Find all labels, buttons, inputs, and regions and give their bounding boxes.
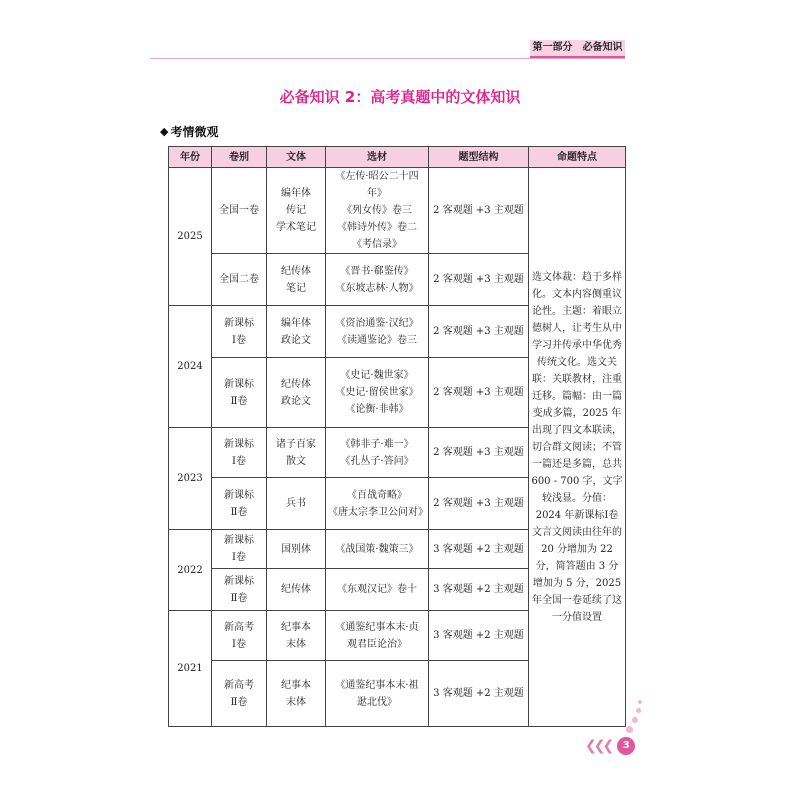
- source-cell: 《通鉴纪事本末·贞 观君臣论治》: [326, 611, 429, 661]
- source-cell: 《东观汉记》卷十: [326, 569, 429, 611]
- genre-cell: 诸子百家 散文: [267, 428, 326, 478]
- paper-cell: 新课标 Ⅰ卷: [212, 306, 267, 358]
- paper-cell: 全国二卷: [212, 254, 267, 306]
- paper-cell: 新课标 Ⅱ卷: [212, 358, 267, 428]
- col-header-genre: 文体: [267, 147, 326, 168]
- structure-cell: 2 客观题 +3 主观题: [429, 428, 529, 478]
- source-cell: 《战国策·魏策三》: [326, 530, 429, 569]
- structure-cell: 2 客观题 +3 主观题: [429, 254, 529, 306]
- col-header-structure: 题型结构: [429, 147, 529, 168]
- structure-cell: 3 客观题 +2 主观题: [429, 661, 529, 727]
- exam-table: [168, 146, 626, 727]
- chevrons-left-icon: ❮❮❮: [585, 738, 612, 754]
- features-cell: 选文体裁：趋于多样化。文本内容侧重议论性。主题：着眼立德树人，让考生从中学习并传承中华优秀传统文化。选文关联：关联教材，注重迁移。篇幅：由一篇变成多篇，2025 年出现了四文本联读，切合群文阅读；不管一篇还是多篇，总共 600 - 700 字，文字较浅显。分值：2024 年新课标Ⅰ卷文言文阅读由往年的 20 分增加为 22 分，简答题由 3 分增加为 5 分，2025 年全国一卷延续了这一分值设置: [529, 168, 626, 727]
- genre-cell: 纪传体 笔记: [267, 254, 326, 306]
- structure-cell: 2 客观题 +3 主观题: [429, 478, 529, 530]
- paper-cell: 全国一卷: [212, 168, 267, 254]
- paper-cell: 新高考 Ⅰ卷: [212, 611, 267, 661]
- source-cell: 《左传·昭公二十四年》 《列女传》卷三 《韩诗外传》卷二 《考信录》: [326, 168, 429, 254]
- source-cell: 《资治通鉴·汉纪》 《读通鉴论》卷三: [326, 306, 429, 358]
- source-cell: 《通鉴纪事本末·祖 逖北伐》: [326, 661, 429, 727]
- section-header-tag: 第一部分 必备知识: [530, 40, 625, 58]
- col-header-source: 选材: [326, 147, 429, 168]
- year-cell: 2023: [169, 428, 212, 530]
- genre-cell: 纪事本 末体: [267, 661, 326, 727]
- decorative-dots-icon: [612, 700, 642, 740]
- year-cell: 2022: [169, 530, 212, 611]
- source-cell: 《晋书·郗鉴传》 《东坡志林·人物》: [326, 254, 429, 306]
- col-header-paper: 卷别: [212, 147, 267, 168]
- source-cell: 《韩非子·难一》 《孔丛子·答问》: [326, 428, 429, 478]
- structure-cell: 2 客观题 +3 主观题: [429, 306, 529, 358]
- paper-cell: 新课标 Ⅱ卷: [212, 569, 267, 611]
- page-title: 必备知识 2：高考真题中的文体知识: [279, 88, 521, 106]
- col-header-year: 年份: [169, 147, 212, 168]
- paper-cell: 新课标 Ⅰ卷: [212, 530, 267, 569]
- structure-cell: 2 客观题 +3 主观题: [429, 168, 529, 254]
- paper-cell: 新高考 Ⅱ卷: [212, 661, 267, 727]
- structure-cell: 2 客观题 +3 主观题: [429, 358, 529, 428]
- genre-cell: 纪传体: [267, 569, 326, 611]
- paper-cell: 新课标 Ⅰ卷: [212, 428, 267, 478]
- table-header-row: [169, 147, 626, 168]
- year-cell: 2021: [169, 611, 212, 727]
- section-heading-text: 考情微观: [170, 125, 219, 139]
- paper-cell: 新课标 Ⅱ卷: [212, 478, 267, 530]
- page-footer: [585, 737, 635, 755]
- structure-cell: 3 客观题 +2 主观题: [429, 530, 529, 569]
- col-header-features: 命题特点: [529, 147, 626, 168]
- genre-cell: 编年体 政论文: [267, 306, 326, 358]
- genre-cell: 兵书: [267, 478, 326, 530]
- genre-cell: 国别体: [267, 530, 326, 569]
- diamond-bullet-icon: ◆: [160, 125, 169, 138]
- table-row: [169, 168, 626, 254]
- page-number: 3: [617, 737, 635, 755]
- source-cell: 《史记·魏世家》 《史记·留侯世家》 《论衡·非韩》: [326, 358, 429, 428]
- genre-cell: 纪事本 末体: [267, 611, 326, 661]
- structure-cell: 3 客观题 +2 主观题: [429, 611, 529, 661]
- year-cell: 2024: [169, 306, 212, 428]
- genre-cell: 编年体 传记 学术笔记: [267, 168, 326, 254]
- genre-cell: 纪传体 政论文: [267, 358, 326, 428]
- structure-cell: 3 客观题 +2 主观题: [429, 569, 529, 611]
- year-cell: 2025: [169, 168, 212, 306]
- source-cell: 《百战奇略》 《唐太宗李卫公问对》: [326, 478, 429, 530]
- section-heading: [160, 123, 218, 140]
- header-rule: [150, 58, 625, 59]
